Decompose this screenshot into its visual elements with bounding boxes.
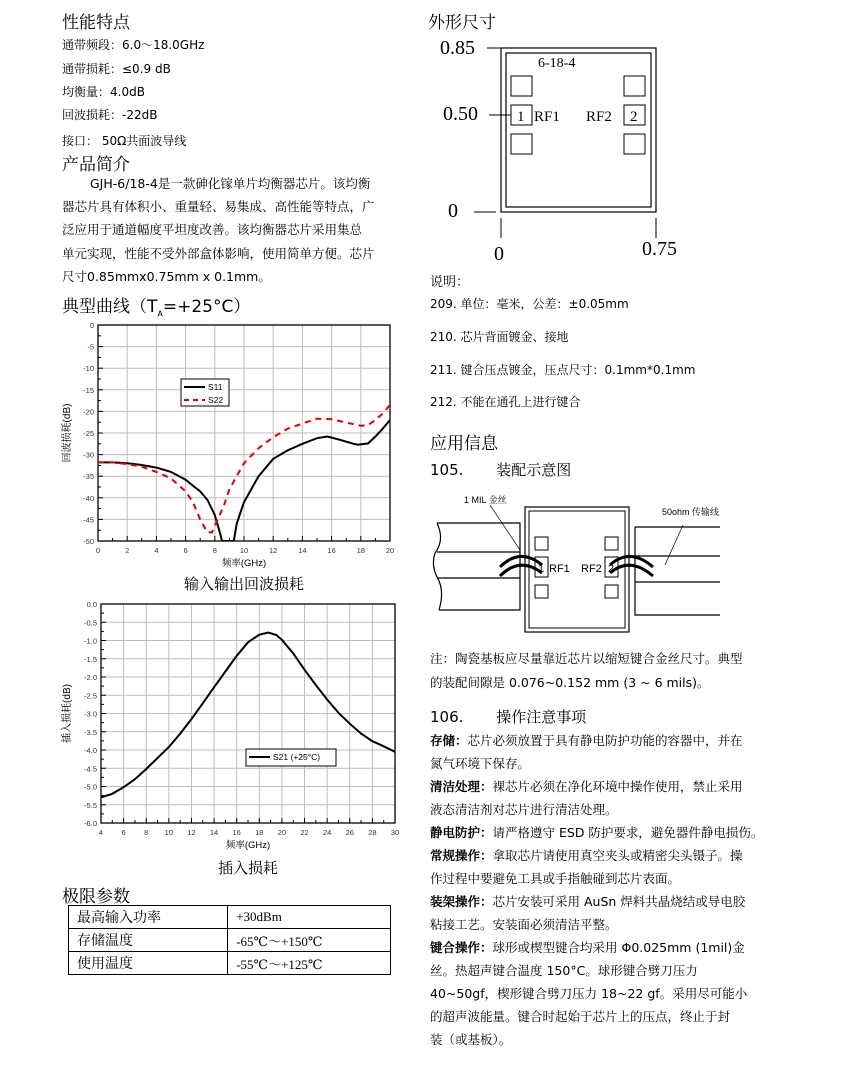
intro-line: GJH-6/18-4是一款砷化镓单片均衡器芯片。该均衡 — [90, 176, 371, 191]
y-tick-label: -50 — [83, 537, 94, 546]
feature-item: 通带损耗：≤0.9 dB — [62, 62, 171, 76]
x-tick-label: 18 — [255, 828, 264, 837]
line-leader — [665, 525, 683, 565]
insertion-loss-chart — [55, 595, 405, 885]
section-106-number: 106. — [430, 708, 464, 726]
x-tick-label: 4 — [154, 546, 159, 555]
precaution-line — [430, 775, 775, 798]
pad-1-label: 1 — [517, 109, 525, 125]
y-tick-label: -25 — [83, 429, 94, 438]
note-item: 212. 不能在通孔上进行键合 — [430, 395, 581, 409]
assembly-pad2: 2 — [608, 563, 615, 575]
x-tick-label: 28 — [368, 828, 377, 837]
y-tick-label: -2.5 — [84, 691, 97, 701]
x-tick-label: 18 — [356, 546, 365, 555]
pad — [535, 585, 548, 598]
x-tick-label: 14 — [298, 546, 307, 555]
dim-075: 0.75 — [642, 238, 677, 260]
param-value: +30dBm — [228, 906, 391, 929]
curves-title-text: 典型曲线（T — [62, 297, 158, 317]
x-tick-label: 12 — [269, 546, 278, 555]
assembly-pad1: 1 — [538, 563, 545, 575]
curves-title-sub: A — [157, 309, 163, 319]
x-tick-label: 6 — [183, 546, 188, 555]
param-name: 存储温度 — [69, 929, 228, 952]
x-tick-label: 10 — [164, 828, 174, 837]
precaution-line — [430, 729, 775, 752]
bond-wire — [610, 565, 653, 576]
bond-wire — [500, 563, 545, 576]
y-tick-label: -1.5 — [84, 654, 97, 664]
section-106-title: 操作注意事项 — [496, 708, 587, 726]
precaution-text: 装（或基板）。 — [430, 1032, 512, 1047]
x-tick-label: 30 — [390, 828, 400, 837]
precautions-list — [430, 729, 775, 1051]
pad — [535, 537, 548, 550]
outline-drawing — [420, 30, 700, 265]
param-name: 使用温度 — [69, 952, 228, 975]
feature-item: 通带频段：6.0～18.0GHz — [62, 38, 205, 52]
rf1-label: RF1 — [534, 109, 560, 125]
table-row — [69, 952, 391, 975]
x-tick-label: 2 — [125, 546, 130, 555]
precaution-line — [430, 936, 775, 959]
y-tick-label: -3.0 — [84, 709, 97, 719]
x-tick-label: 22 — [300, 828, 309, 837]
pad — [605, 537, 618, 550]
precaution-text: 请严格遵守 ESD 防护要求，避免器件静电损伤。 — [492, 825, 764, 840]
x-axis-label: 频率(GHz) — [225, 840, 271, 851]
pad — [624, 76, 645, 96]
table-row — [69, 929, 391, 952]
precaution-line — [430, 1028, 775, 1051]
y-axis-label: 回波损耗(dB) — [62, 403, 73, 463]
legend-label: S22 — [208, 395, 224, 405]
feature-item: 回波损耗：-22dB — [62, 108, 158, 122]
section-105-heading — [430, 459, 571, 480]
y-tick-label: -0.5 — [84, 618, 97, 628]
notes-title: 说明： — [430, 275, 470, 290]
feature-item: 均衡量：4.0dB — [62, 85, 145, 99]
y-tick-label: -2.0 — [84, 673, 97, 682]
legend-label: S21 (+25°C) — [273, 752, 321, 762]
assembly-note: 注：陶瓷基板应尽量靠近芯片以缩短键合金丝尺寸。典型 — [430, 651, 743, 666]
wire-label: 1 MIL 金丝 — [464, 495, 507, 505]
precaution-text: 的超声波能量。键合时起始于芯片上的压点，终止于封 — [430, 1009, 731, 1024]
chip-mark: 6-18-4 — [538, 56, 576, 71]
x-tick-label: 26 — [345, 828, 354, 837]
chart-title: 输入输出回波损耗 — [183, 576, 305, 593]
y-tick-label: -4.0 — [84, 746, 97, 755]
precaution-label: 常规操作： — [430, 848, 493, 863]
precaution-label: 装架操作： — [430, 894, 493, 909]
x-tick-label: 0 — [95, 546, 101, 555]
x-tick-label: 6 — [121, 828, 126, 837]
y-tick-label: -5.0 — [84, 782, 97, 792]
x-tick-label: 12 — [187, 828, 196, 837]
y-tick-label: -35 — [83, 472, 94, 482]
precaution-text: 裸芯片必须在净化环境中操作使用，禁止采用 — [492, 779, 743, 794]
precaution-text: 芯片安装可采用 AuSn 焊料共晶烧结或导电胶 — [492, 894, 746, 909]
section-106-heading — [430, 706, 586, 727]
note-item: 210. 芯片背面镀金、接地 — [430, 330, 569, 344]
y-tick-label: -5.5 — [84, 800, 97, 810]
precaution-label: 键合操作： — [430, 940, 493, 955]
precaution-text: 拿取芯片请使用真空夹头或精密尖头镊子。操 — [492, 848, 743, 863]
y-tick-label: -3.5 — [84, 727, 97, 737]
pad — [605, 585, 618, 598]
assembly-note: 的装配间隙是 0.076~0.152 mm (3 ~ 6 mils)。 — [430, 675, 710, 690]
precaution-line — [430, 1005, 775, 1028]
precaution-line — [430, 844, 775, 867]
precaution-text: 球形或楔型键合均采用 Φ0.025mm (1mil)金 — [492, 940, 745, 955]
note-item: 209. 单位：毫米，公差：±0.05mm — [430, 297, 629, 311]
intro-line: 器芯片具有体积小、重量轻、易集成、高性能等特点，广 — [62, 199, 375, 214]
dim-050: 0.50 — [443, 103, 478, 125]
x-tick-label: 4 — [98, 828, 104, 837]
precaution-line — [430, 913, 775, 936]
x-tick-label: 16 — [232, 828, 241, 837]
feature-item: 接口： 50Ω共面波导线 — [62, 134, 187, 148]
legend-label: S11 — [208, 382, 223, 392]
y-tick-label: -45 — [83, 515, 94, 525]
precaution-line — [430, 890, 775, 913]
x-tick-label: 10 — [239, 546, 249, 555]
precaution-text: 液态清洁剂对芯片进行清洁处理。 — [430, 802, 618, 817]
y-tick-label: -6.0 — [84, 819, 97, 828]
chart-title: 插入损耗 — [217, 860, 279, 877]
x-tick-label: 20 — [277, 828, 287, 837]
x-tick-label: 8 — [144, 828, 149, 837]
limits-title: 极限参数 — [62, 887, 130, 907]
precaution-line — [430, 752, 775, 775]
section-105-number: 105. — [430, 461, 464, 479]
intro-line: 泛应用于通道幅度平坦度改善。该均衡器芯片采用集总 — [62, 222, 363, 237]
dim-085: 0.85 — [440, 37, 475, 59]
application-title: 应用信息 — [430, 434, 498, 454]
table-row — [69, 906, 391, 929]
precaution-label: 静电防护： — [430, 825, 493, 840]
y-tick-label: -1.0 — [84, 636, 97, 646]
y-tick-label: -20 — [83, 407, 94, 417]
y-tick-label: -5 — [87, 342, 94, 352]
x-tick-label: 24 — [322, 828, 332, 837]
features-title: 性能特点 — [62, 13, 130, 33]
wire-leader — [490, 505, 520, 550]
curves-title-end: =+25°C） — [162, 297, 251, 317]
pad — [511, 134, 532, 154]
intro-title: 产品简介 — [62, 155, 130, 175]
pad — [624, 134, 645, 154]
assembly-rf2: RF2 — [581, 563, 602, 575]
y-tick-label: 0.0 — [86, 600, 97, 609]
assembly-diagram — [425, 485, 725, 645]
param-value: -65℃～+150℃ — [228, 929, 391, 952]
precaution-label: 清洁处理： — [430, 779, 493, 794]
param-name: 最高输入功率 — [69, 906, 228, 929]
rf2-label: RF2 — [586, 109, 612, 125]
y-tick-label: -10 — [83, 364, 94, 374]
y-tick-label: -15 — [83, 385, 94, 395]
x-tick-label: 20 — [385, 546, 395, 555]
section-105-title: 装配示意图 — [496, 461, 572, 479]
x-tick-label: 8 — [212, 546, 217, 555]
x-tick-label: 16 — [327, 546, 336, 555]
pad-2-label: 2 — [630, 109, 638, 125]
line-label: 50ohm 传输线 — [662, 507, 720, 517]
precaution-text: 丝。热超声键合温度 150°C。球形键合劈刀压力 — [430, 963, 698, 978]
y-tick-label: -40 — [83, 493, 94, 503]
chip-outline — [501, 48, 656, 212]
return-loss-chart — [55, 315, 405, 600]
y-tick-label: 0 — [89, 321, 94, 330]
y-tick-label: -4.5 — [84, 764, 97, 774]
dim-0-y: 0 — [448, 200, 458, 222]
x-tick-label: 14 — [209, 828, 219, 837]
assembly-rf1: RF1 — [549, 563, 570, 575]
pad — [511, 76, 532, 96]
outline-title: 外形尺寸 — [428, 13, 496, 33]
precaution-line — [430, 982, 775, 1005]
precaution-text: 氮气环境下保存。 — [430, 756, 531, 771]
precaution-text: 作过程中要避免工具或手指触碰到芯片表面。 — [430, 871, 681, 886]
precaution-line — [430, 798, 775, 821]
series-line-s21 — [101, 633, 395, 798]
limits-table — [68, 905, 391, 975]
precaution-label: 存储： — [430, 733, 468, 748]
left-substrate — [433, 523, 520, 610]
precaution-text: 40~50gf，楔形键合劈刀压力 18~22 gf。采用尽可能小 — [430, 986, 748, 1001]
precaution-text: 芯片必须放置于具有静电防护功能的容器中，并在 — [467, 733, 743, 748]
intro-line: 单元实现，性能不受外部盒体影响，使用简单方便。芯片 — [62, 246, 375, 261]
x-axis-label: 频率(GHz) — [221, 558, 267, 569]
y-tick-label: -30 — [83, 450, 94, 460]
y-axis-label: 插入损耗(dB) — [62, 684, 73, 743]
dim-0-x: 0 — [494, 243, 504, 265]
note-item: 211. 键合压点镀金，压点尺寸：0.1mm*0.1mm — [430, 363, 696, 377]
precaution-line — [430, 867, 775, 890]
precaution-line — [430, 959, 775, 982]
intro-line: 尺寸0.85mmx0.75mm x 0.1mm。 — [62, 269, 271, 284]
precaution-text: 粘接工艺。安装面必须清洁平整。 — [430, 917, 618, 932]
param-value: -55℃～+125℃ — [228, 952, 391, 975]
precaution-line — [430, 821, 775, 844]
